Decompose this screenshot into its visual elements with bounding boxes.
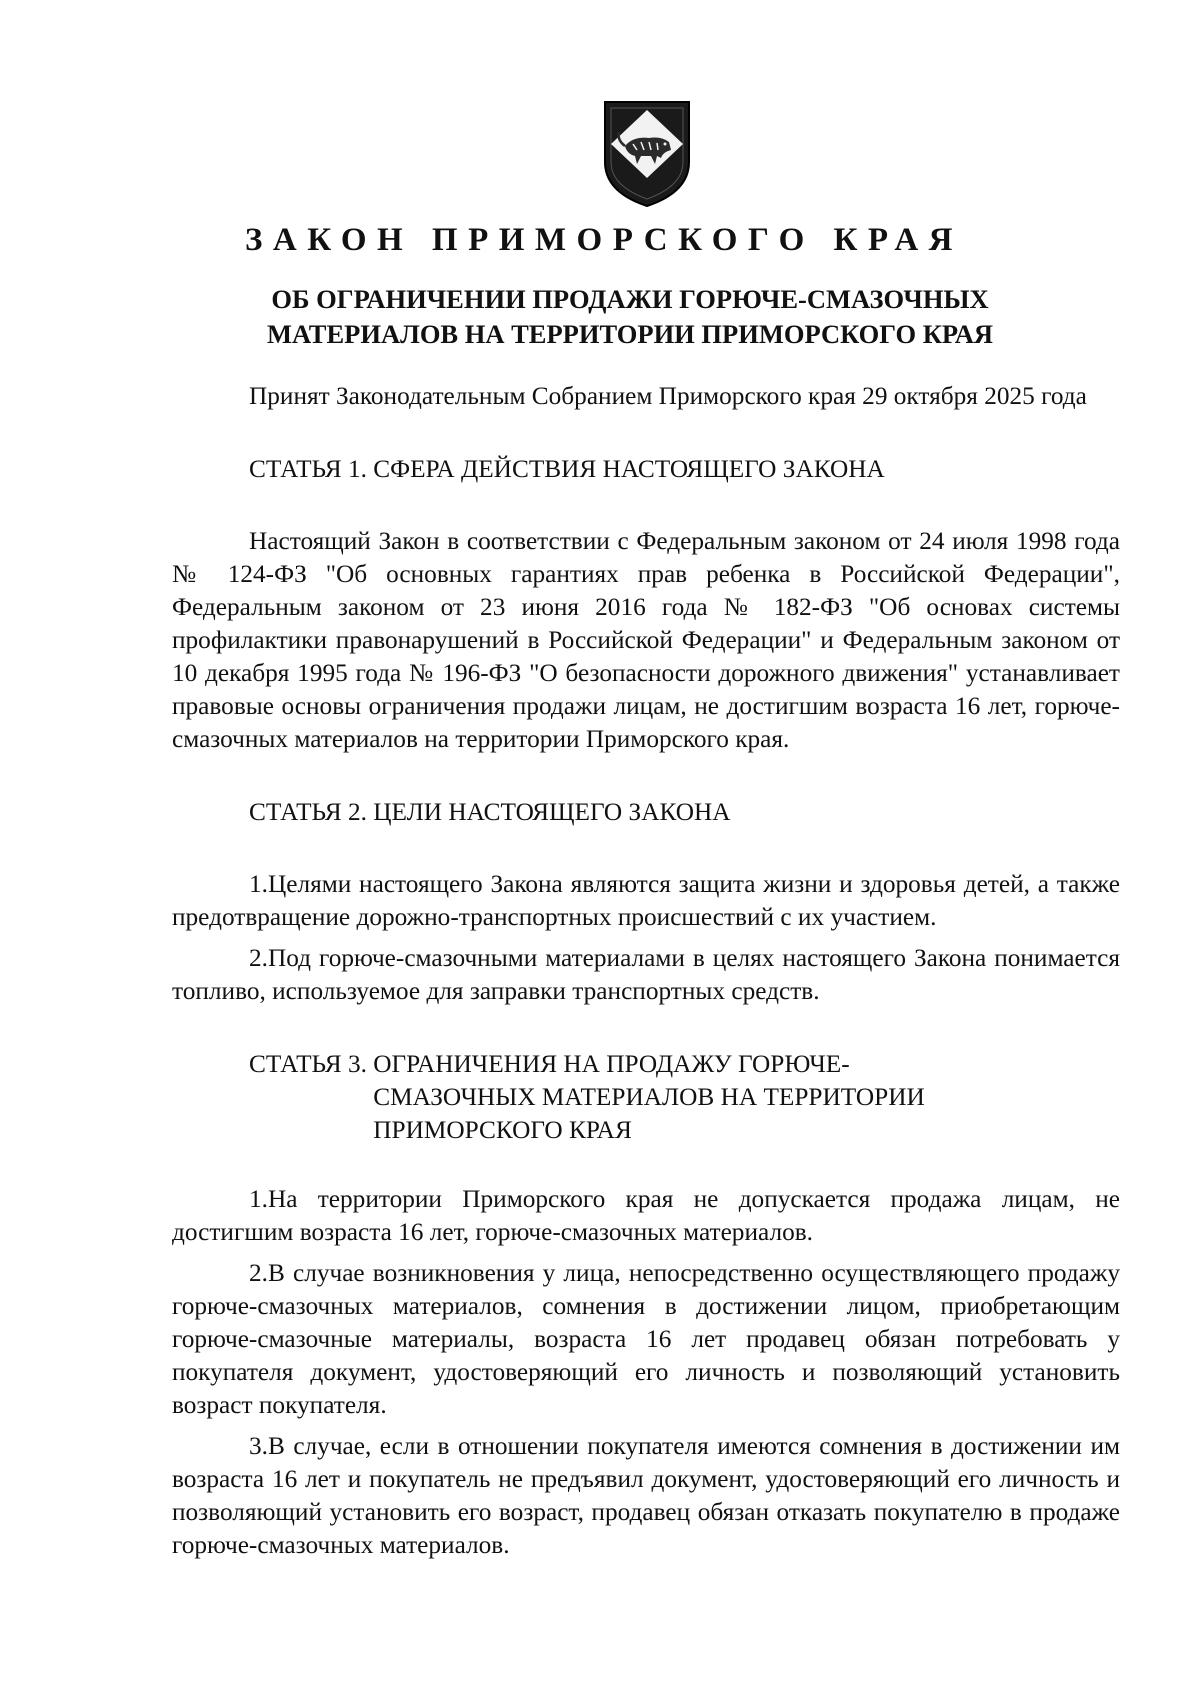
law-subtitle	[230, 282, 1030, 352]
article-1-text: Настоящий Закон в соответствии с Федеральным законом от 24 июля 1998 года № 124-ФЗ "Об основных гарантиях прав ребенка в Российской Федерации", Федеральным законом от 23 июня 2016 года № 182-ФЗ "Об основах системы профилактики правонарушений в Российской Федерации" и Федеральным законом от 10 декабря 1995 года № 196-ФЗ "О безопасности дорожного движения" устанавливает правовые основы ограничения продажи лицам, не достигшим возраста 16 лет, горюче-смазочных материалов на территории Приморского края.	[172, 527, 1120, 753]
article-3-item: 3.В случае, если в отношении покупателя имеются сомнения в достижении им возраста 16 лет и покупатель не предъявил документ, удостоверяющий его личность и позволяющий установить его возраст, продавец обязан отказать покупателю в продаже горюче-смазочных материалов.	[172, 1432, 1120, 1559]
law-title: ЗАКОН ПРИМОРСКОГО КРАЯ	[244, 222, 964, 258]
article-2-item: 2.Под горюче-смазочными материалами в целях настоящего Закона понимается топливо, используемое для заправки транспортных средств.	[172, 944, 1120, 1005]
primorsky-krai-coat-of-arms-icon	[603, 100, 691, 208]
article-3-heading	[172, 1048, 1120, 1147]
document-body	[172, 380, 1120, 1562]
article-3-item: 2.В случае возникновения у лица, непосредственно осуществляющего продажу горюче-смазочных материалов, сомнения в достижении лицом, приобретающим горюче-смазочные материалы, возраста 16 лет продавец обязан потребовать у покупателя документ, удостоверяющий его личность и позволяющий установить возраст покупателя.	[172, 1259, 1120, 1419]
article-3-number: СТАТЬЯ 3.	[249, 1050, 374, 1078]
article-1-heading: СТАТЬЯ 1. СФЕРА ДЕЙСТВИЯ НАСТОЯЩЕГО ЗАКОНА	[249, 455, 885, 483]
adoption-note: Принят Законодательным Собранием Приморского края 29 октября 2025 года	[249, 382, 1087, 410]
law-subtitle-line: ОБ ОГРАНИЧЕНИИ ПРОДАЖИ ГОРЮЧЕ-СМАЗОЧНЫХ	[271, 284, 989, 314]
article-2-item: 1.Целями настоящего Закона являются защита жизни и здоровья детей, а также предотвращение дорожно-транспортных происшествий с их участием.	[172, 870, 1120, 931]
law-subtitle-line: МАТЕРИАЛОВ НА ТЕРРИТОРИИ ПРИМОРСКОГО КРАЯ	[266, 319, 994, 349]
article-3-item: 1.На территории Приморского края не допускается продажа лицам, не достигшим возраста 16 лет, горюче-смазочных материалов.	[172, 1185, 1120, 1246]
article-3-title: ОГРАНИЧЕНИЯ НА ПРОДАЖУ ГОРЮЧЕ-СМАЗОЧНЫХ МАТЕРИАЛОВ НА ТЕРРИТОРИИ ПРИМОРСКОГО КРАЯ	[373, 1050, 925, 1144]
article-2-heading: СТАТЬЯ 2. ЦЕЛИ НАСТОЯЩЕГО ЗАКОНА	[249, 798, 731, 826]
